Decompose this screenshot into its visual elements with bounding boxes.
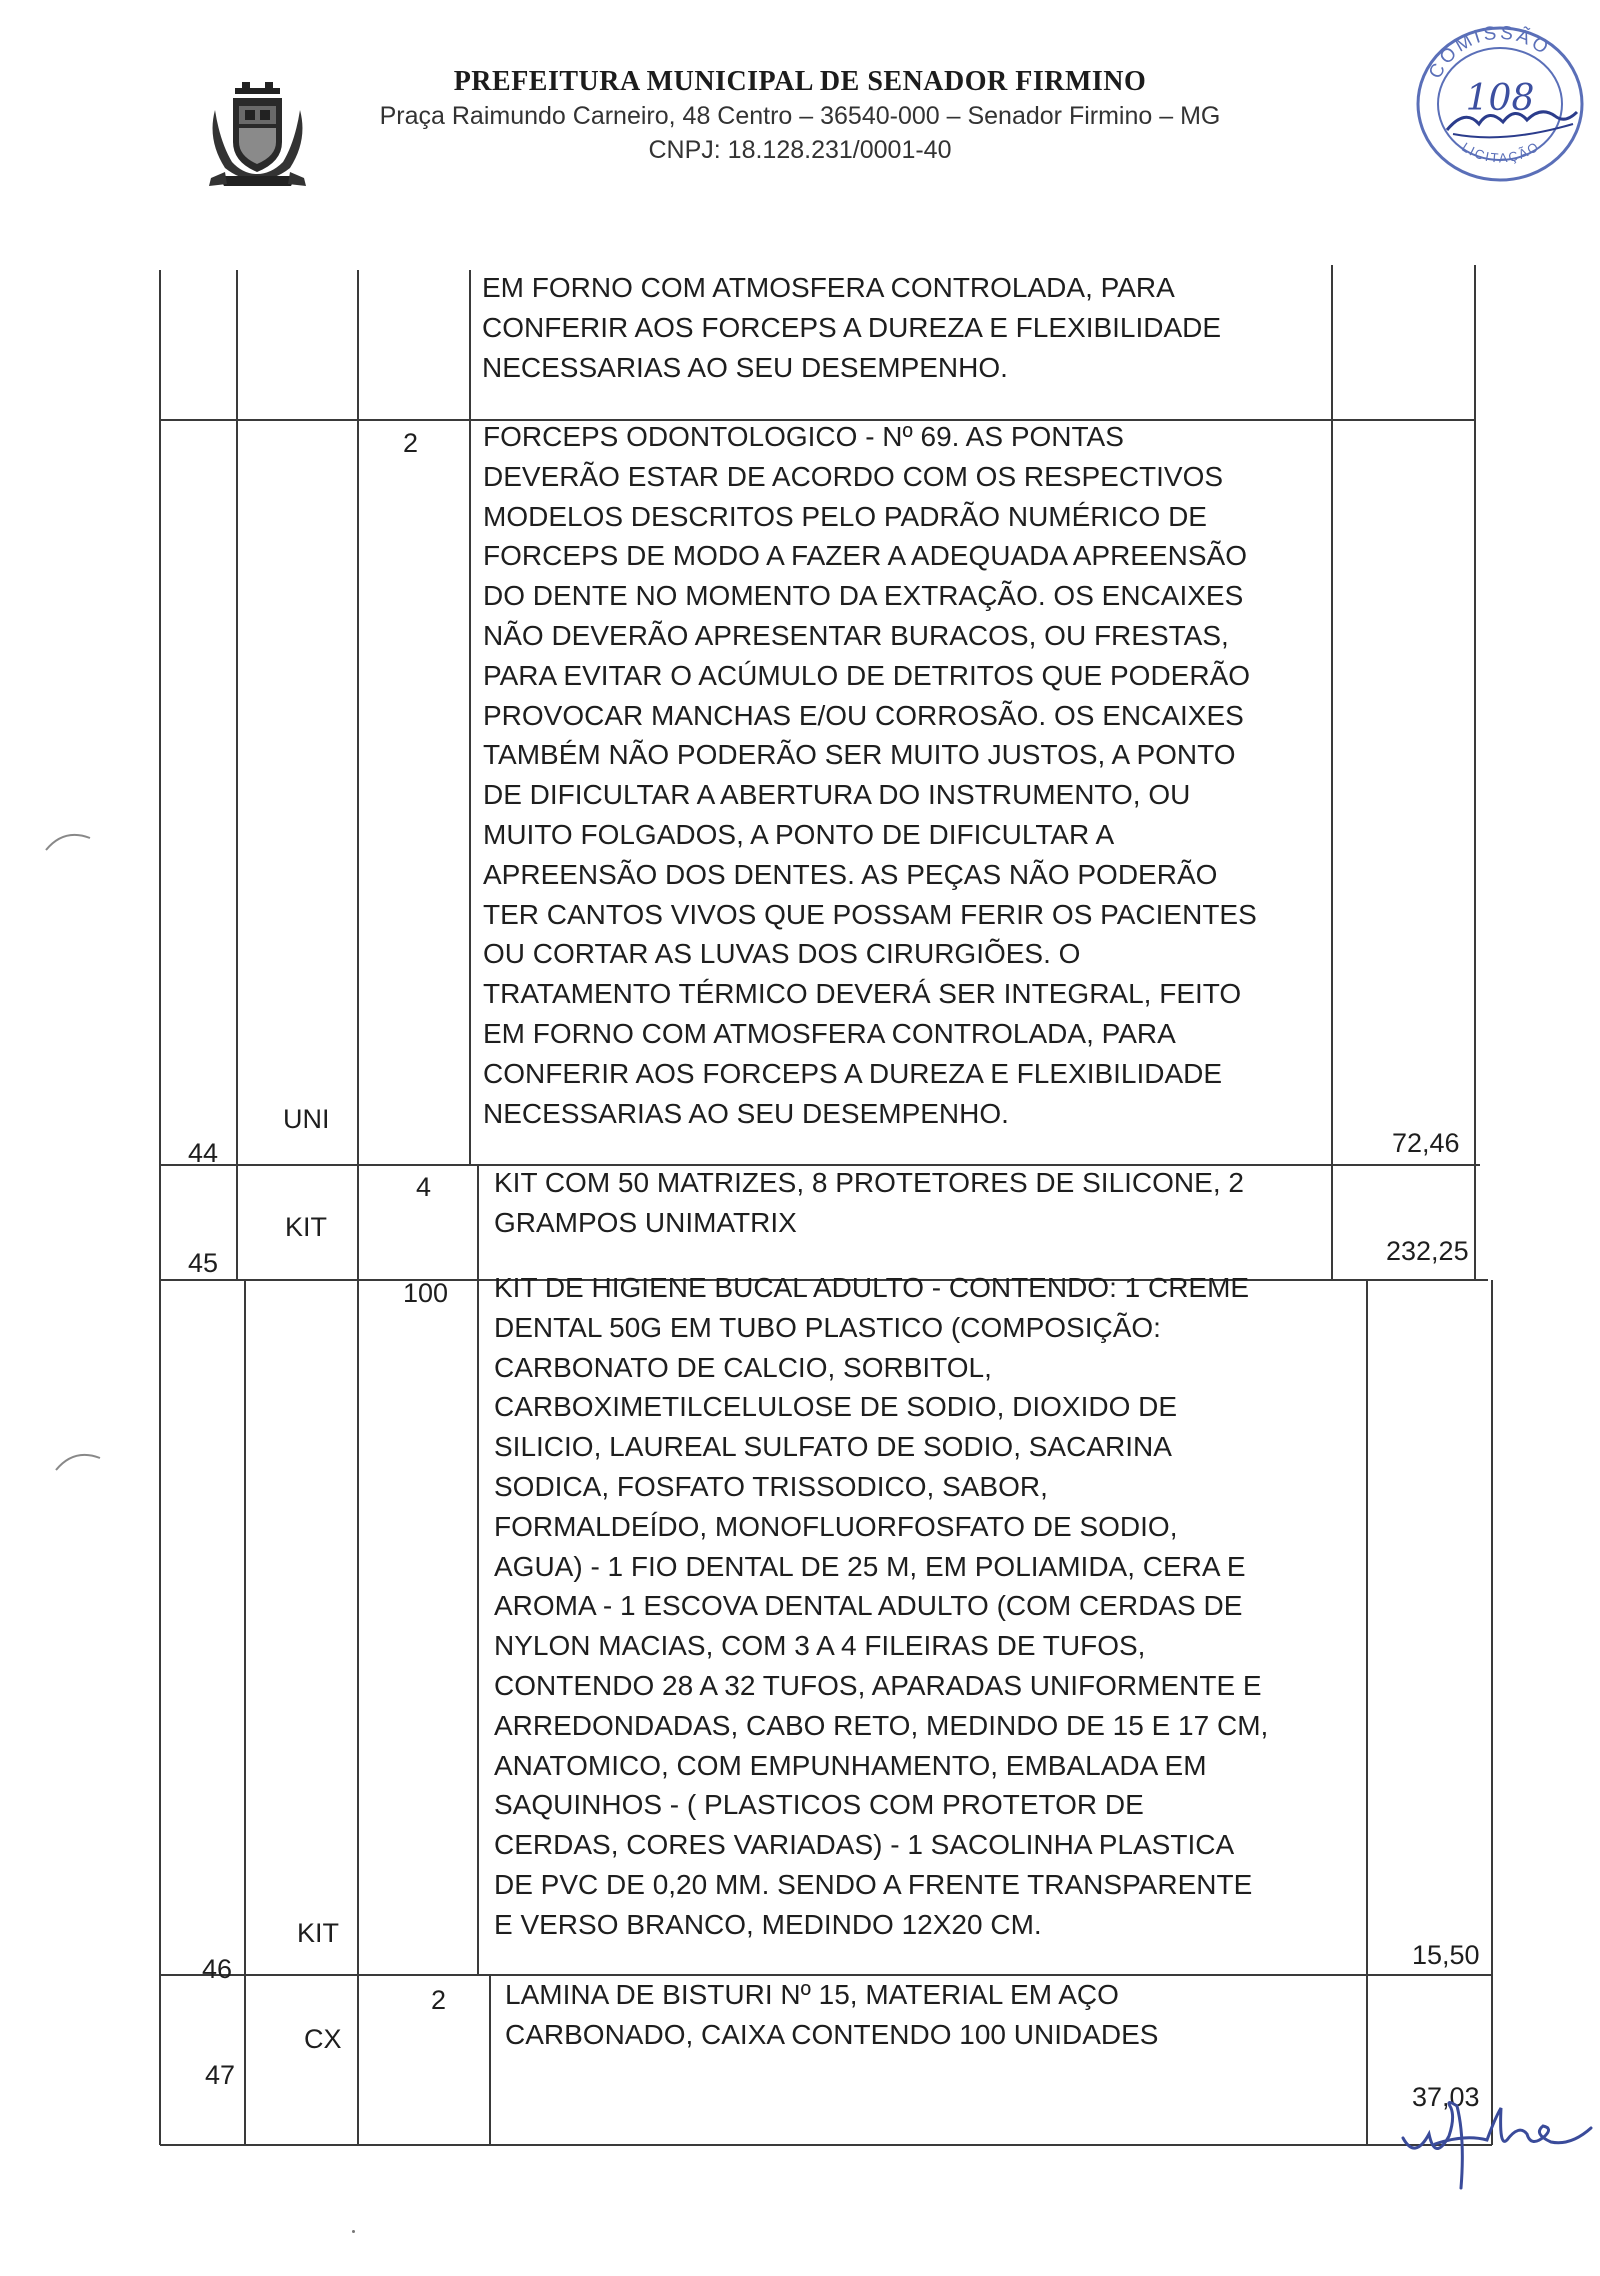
continuation-line: EM FORNO COM ATMOSFERA CONTROLADA, PARA xyxy=(482,272,1175,303)
item-unit: CX xyxy=(304,2024,342,2054)
item-number: 46 xyxy=(202,1954,233,1984)
item-description xyxy=(494,1163,1244,1243)
header-cnpj: CNPJ: 18.128.231/0001-40 xyxy=(648,136,952,164)
description-line: KIT DE HIGIENE BUCAL ADULTO - CONTENDO: 1 CREME xyxy=(494,1272,1250,1303)
item-price: 72,46 xyxy=(1392,1128,1460,1158)
item-quantity: 100 xyxy=(403,1278,449,1308)
item-quantity: 4 xyxy=(416,1172,432,1202)
description-line: NECESSARIAS AO SEU DESEMPENHO. xyxy=(483,1097,1009,1129)
description-line: TAMBÉM NÃO PODERÃO SER MUITO JUSTOS, A PONTO xyxy=(483,739,1236,771)
stamp-bottom-text: LICITAÇÃO xyxy=(1459,138,1543,166)
item-unit: KIT xyxy=(285,1212,328,1242)
description-line: TRATAMENTO TÉRMICO DEVERÁ SER INTEGRAL, FEITO xyxy=(483,978,1242,1010)
description-line: CARBONADO, CAIXA CONTENDO 100 UNIDADES xyxy=(505,2018,1159,2050)
header-title: PREFEITURA MUNICIPAL DE SENADOR FIRMINO xyxy=(453,66,1147,97)
description-line: E VERSO BRANCO, MEDINDO 12X20 CM. xyxy=(494,1908,1042,1940)
description-line: DE DIFICULTAR A ABERTURA DO INSTRUMENTO, OU xyxy=(483,779,1191,811)
description-line: CARBONATO DE CALCIO, SORBITOL, xyxy=(494,1351,992,1383)
description-line: AROMA - 1 ESCOVA DENTAL ADULTO (COM CERDAS DE xyxy=(494,1590,1243,1622)
item-number: 45 xyxy=(188,1248,219,1278)
description-line: FORMALDEÍDO, MONOFLUORFOSFATO DE SODIO, xyxy=(494,1510,1178,1542)
item-description xyxy=(483,417,1257,1133)
continuation-text xyxy=(482,268,1221,387)
description-line: EM FORNO COM ATMOSFERA CONTROLADA, PARA xyxy=(483,1017,1176,1049)
item-description xyxy=(494,1268,1268,1945)
description-line: PROVOCAR MANCHAS E/OU CORROSÃO. OS ENCAIXES xyxy=(483,699,1244,731)
description-line: CERDAS, CORES VARIADAS) - 1 SACOLINHA PLASTICA xyxy=(494,1829,1235,1861)
description-line: GRAMPOS UNIMATRIX xyxy=(494,1206,797,1238)
description-line: MODELOS DESCRITOS PELO PADRÃO NUMÉRICO DE xyxy=(483,500,1207,532)
description-line: SAQUINHOS - ( PLASTICOS COM PROTETOR DE xyxy=(494,1789,1144,1821)
description-line: DO DENTE NO MOMENTO DA EXTRAÇÃO. OS ENCAIXES xyxy=(483,580,1244,612)
description-line: MUITO FOLGADOS, A PONTO DE DIFICULTAR A xyxy=(483,818,1115,850)
description-line: DENTAL 50G EM TUBO PLASTICO (COMPOSIÇÃO: xyxy=(494,1311,1161,1343)
description-line: DE PVC DE 0,20 MM. SENDO A FRENTE TRANSPARENTE xyxy=(494,1868,1253,1900)
margin-mark-icon xyxy=(50,1440,110,1480)
scan-speck xyxy=(352,2230,355,2233)
description-line: OU CORTAR AS LUVAS DOS CIRURGIÕES. O xyxy=(483,938,1081,970)
description-line: FORCEPS DE MODO A FAZER A ADEQUADA APREENSÃO xyxy=(483,540,1247,572)
item-number: 44 xyxy=(188,1138,219,1168)
description-line: AGUA) - 1 FIO DENTAL DE 25 M, EM POLIAMIDA, CERA E xyxy=(494,1550,1246,1582)
continuation-line: NECESSARIAS AO SEU DESEMPENHO. xyxy=(482,351,1008,383)
header-address: Praça Raimundo Carneiro, 48 Centro – 36540-000 – Senador Firmino – MG xyxy=(379,102,1221,130)
description-line: NÃO DEVERÃO APRESENTAR BURACOS, OU FRESTAS, xyxy=(483,619,1229,651)
stamp-top-text: COMISSÃO xyxy=(1425,22,1555,83)
description-line: CONFERIR AOS FORCEPS A DUREZA E FLEXIBILIDADE xyxy=(483,1057,1223,1089)
description-line: KIT COM 50 MATRIZES, 8 PROTETORES DE SILICONE, 2 xyxy=(494,1167,1244,1198)
description-line: LAMINA DE BISTURI Nº 15, MATERIAL EM AÇO xyxy=(505,1979,1119,2010)
item-description xyxy=(505,1975,1158,2055)
description-line: ARREDONDADAS, CABO RETO, MEDINDO DE 15 E 17 CM, xyxy=(494,1709,1269,1741)
item-unit: UNI xyxy=(283,1104,330,1134)
description-line: SODICA, FOSFATO TRISSODICO, SABOR, xyxy=(494,1470,1048,1502)
description-line: SILICIO, LAUREAL SULFATO DE SODIO, SACARINA xyxy=(494,1431,1172,1463)
description-line: ANATOMICO, COM EMPUNHAMENTO, EMBALADA EM xyxy=(494,1749,1207,1781)
description-line: APREENSÃO DOS DENTES. AS PEÇAS NÃO PODERÃO xyxy=(483,858,1218,890)
item-price: 15,50 xyxy=(1412,1940,1480,1970)
description-line: CONTENDO 28 A 32 TUFOS, APARADAS UNIFORMENTE E xyxy=(494,1669,1262,1701)
item-number: 47 xyxy=(205,2060,236,2090)
description-line: CARBOXIMETILCELULOSE DE SODIO, DIOXIDO DE xyxy=(494,1391,1178,1423)
item-price: 37,03 xyxy=(1412,2082,1480,2112)
handwritten-signature-icon xyxy=(1395,2078,1595,2208)
margin-mark-icon xyxy=(40,820,100,860)
item-unit: KIT xyxy=(297,1918,340,1948)
description-line: FORCEPS ODONTOLOGICO - Nº 69. AS PONTAS xyxy=(483,421,1124,452)
description-line: NYLON MACIAS, COM 3 A 4 FILEIRAS DE TUFOS, xyxy=(494,1630,1146,1662)
item-price: 232,25 xyxy=(1386,1236,1469,1266)
description-line: PARA EVITAR O ACÚMULO DE DETRITOS QUE PODERÃO xyxy=(483,659,1251,691)
item-quantity: 2 xyxy=(431,1985,447,2015)
item-quantity: 2 xyxy=(403,428,419,458)
description-line: DEVERÃO ESTAR DE ACORDO COM OS RESPECTIVOS xyxy=(483,460,1224,492)
stamp-number: 108 xyxy=(1465,78,1535,119)
description-line: TER CANTOS VIVOS QUE POSSAM FERIR OS PACIENTES xyxy=(483,898,1257,930)
continuation-line: CONFERIR AOS FORCEPS A DUREZA E FLEXIBILIDADE xyxy=(482,311,1222,343)
